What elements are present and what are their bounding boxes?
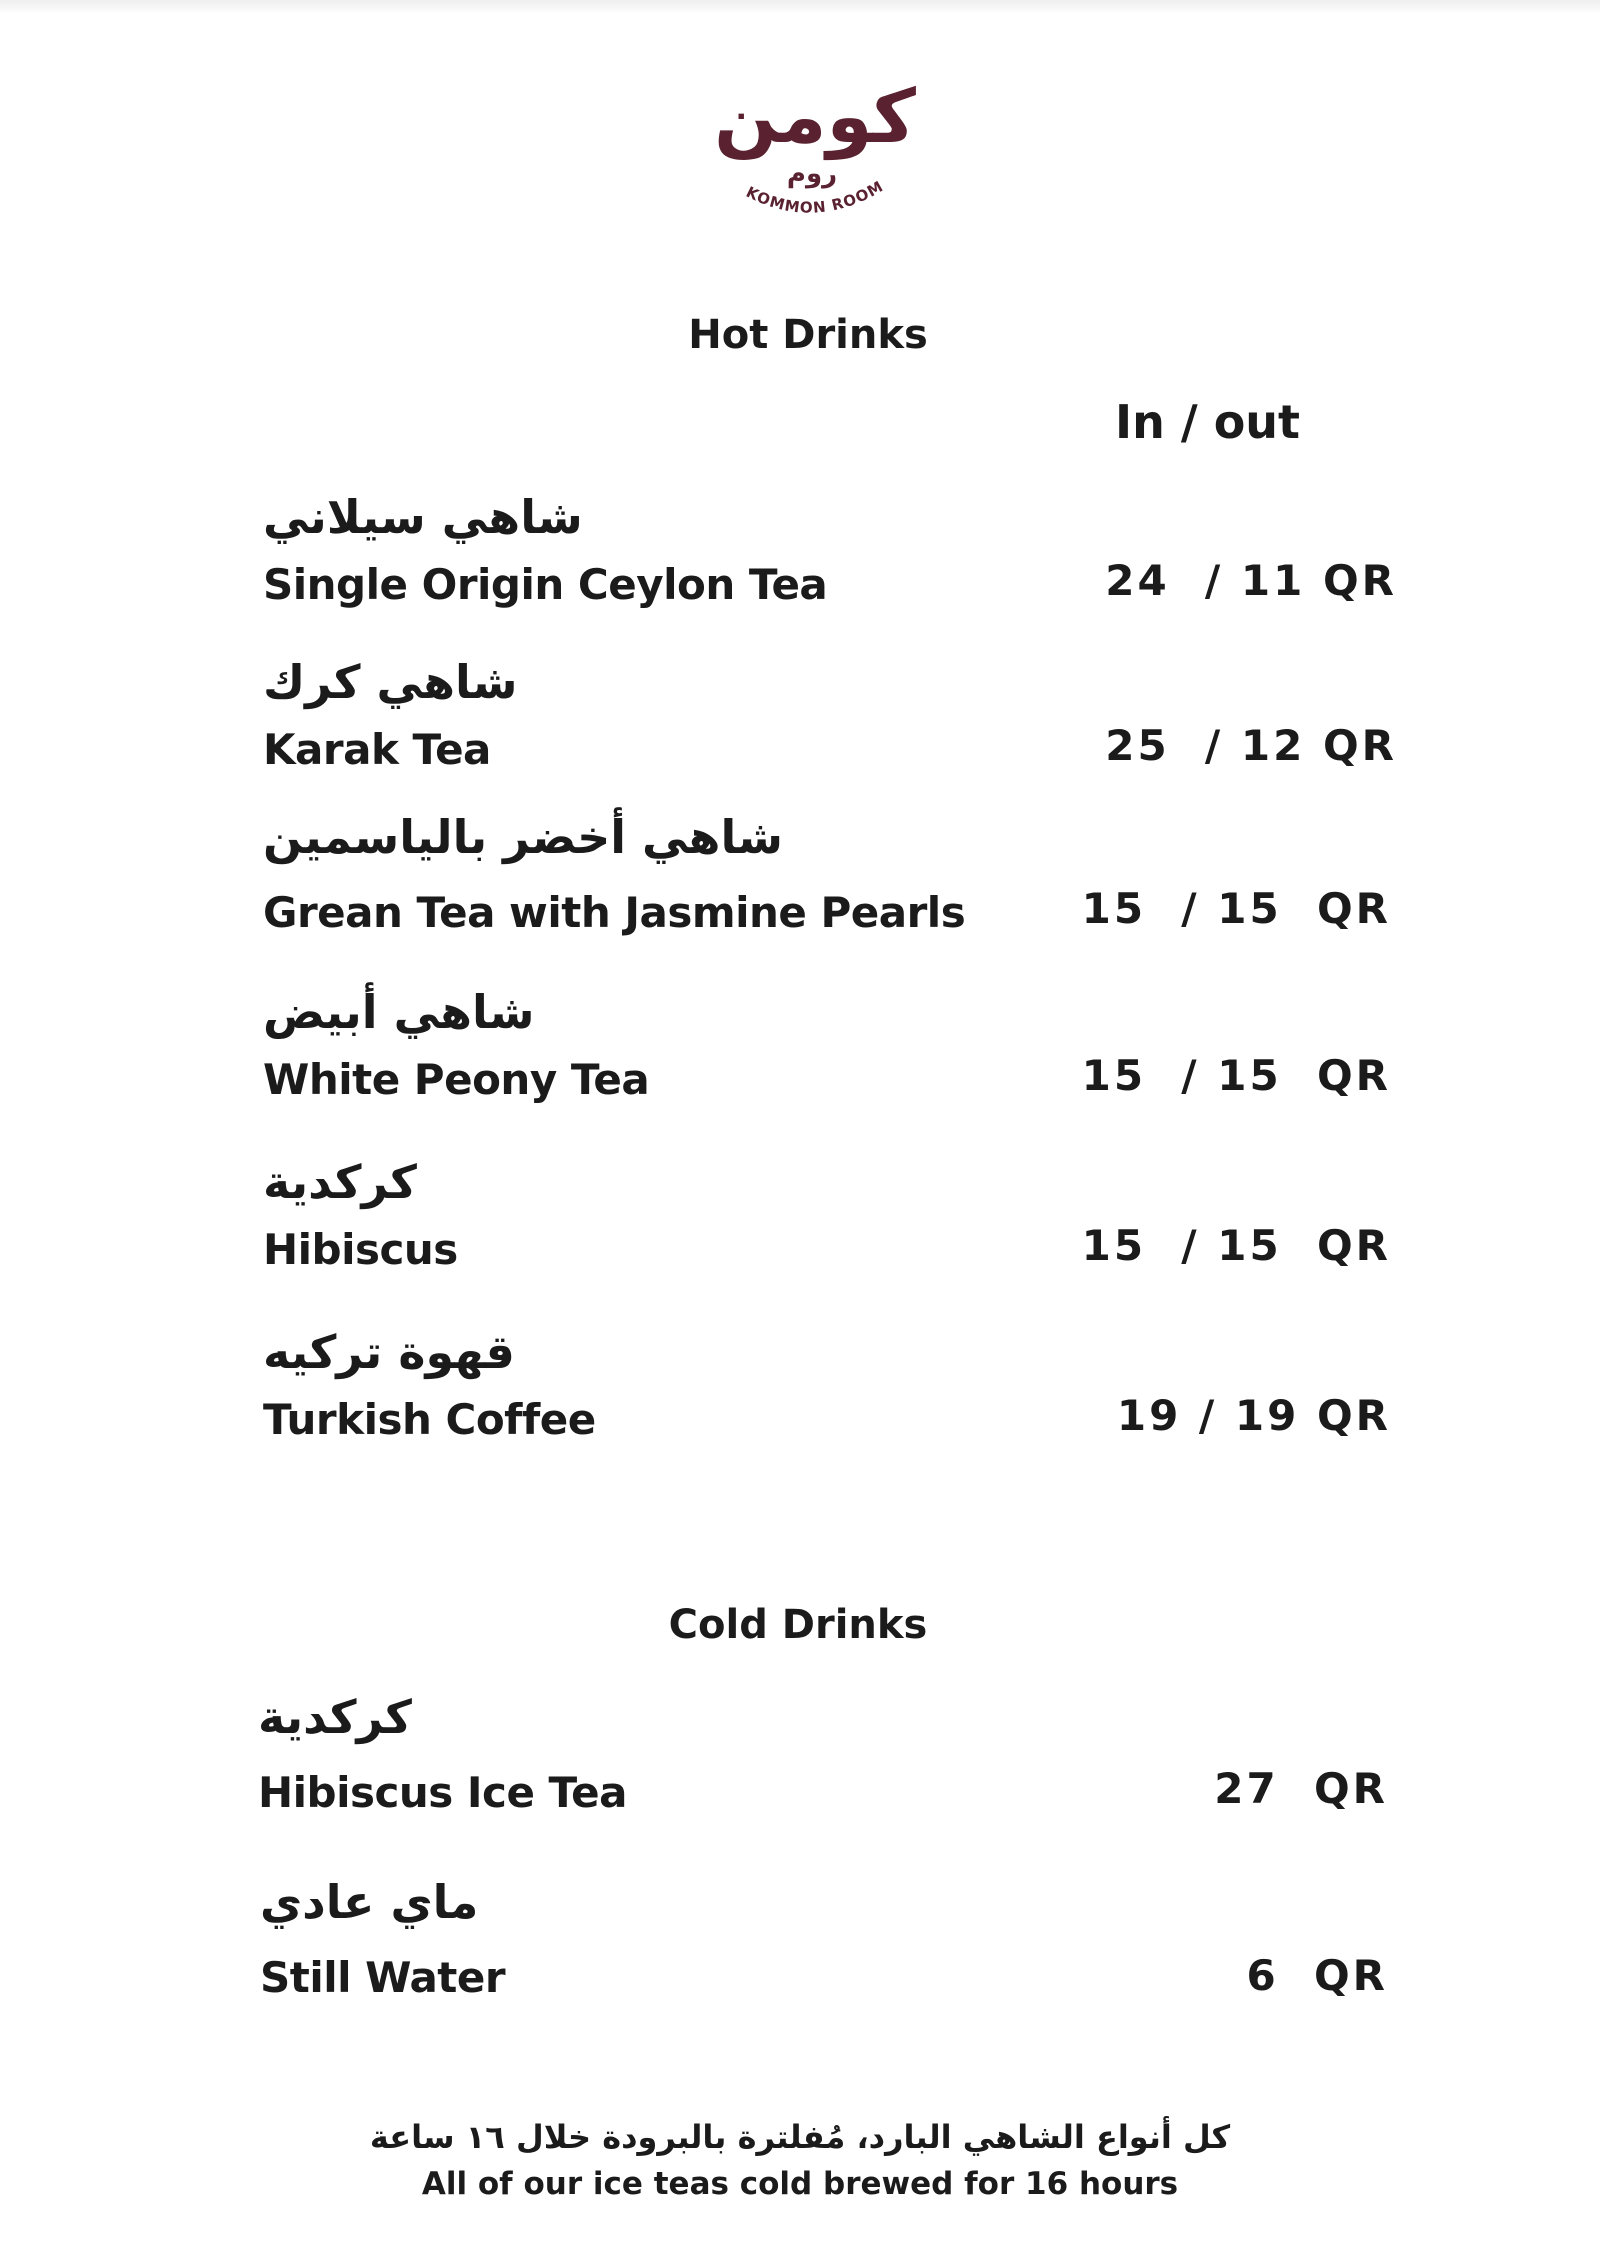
logo-arabic-sub: روم [786,159,838,189]
menu-item-still-water [260,1875,1388,2025]
item-name-arabic: شاهي أخضر بالياسمين [263,810,783,864]
item-price: 15 / 15 QR [1081,884,1391,933]
in-out-header: In / out [1115,395,1301,449]
menu-item-hibiscus [263,1155,1391,1305]
item-name-arabic: شاهي أبيض [263,985,535,1039]
menu-item-karak-tea [263,655,1397,805]
item-price: 15 / 15 QR [1081,1221,1391,1270]
item-price: 25 / 12 QR [1105,721,1397,770]
logo-mark [700,70,930,240]
item-name-english: Turkish Coffee [263,1395,596,1444]
kommon-room-logo [700,70,930,240]
item-name-english: Hibiscus Ice Tea [258,1768,627,1817]
item-name-arabic: ماي عادي [260,1875,479,1929]
item-price: 19 / 19 QR [1116,1391,1391,1440]
menu-item-hibiscus-ice-tea [258,1690,1388,1840]
logo-arabic-word: كومن [714,74,916,160]
hot-drinks-title: Hot Drinks [688,312,928,358]
item-name-english: White Peony Tea [263,1055,650,1104]
item-name-english: Karak Tea [263,725,491,774]
logo-latin-text: KOMMON ROOM [743,177,887,217]
item-price: 24 / 11 QR [1105,556,1397,605]
menu-item-turkish-coffee [263,1325,1391,1475]
item-price: 27 QR [1214,1764,1388,1813]
cold-drinks-title: Cold Drinks [668,1602,928,1648]
item-name-arabic: شاهي سيلاني [263,490,583,544]
menu-item-white-peony-tea [263,985,1391,1135]
item-price: 6 QR [1246,1951,1388,2000]
item-name-arabic: كركدية [263,1155,417,1209]
item-name-english: Grean Tea with Jasmine Pearls [263,888,966,937]
item-price: 15 / 15 QR [1081,1051,1391,1100]
item-name-english: Single Origin Ceylon Tea [263,560,828,609]
item-name-english: Still Water [260,1953,506,2002]
menu-item-ceylon-tea [263,490,1397,640]
item-name-arabic: شاهي كرك [263,655,518,709]
footer-note-arabic: كل أنواع الشاهي البارد، مُفلترة بالبرودة خلال ١٦ ساعة [369,2118,1231,2156]
item-name-arabic: كركدية [258,1690,412,1744]
menu-item-green-tea [263,810,1391,960]
footer-note-english: All of our ice teas cold brewed for 16 hours [421,2166,1179,2202]
item-name-english: Hibiscus [263,1225,458,1274]
paper-edge [0,0,1600,14]
item-name-arabic: قهوة تركيه [263,1325,515,1379]
